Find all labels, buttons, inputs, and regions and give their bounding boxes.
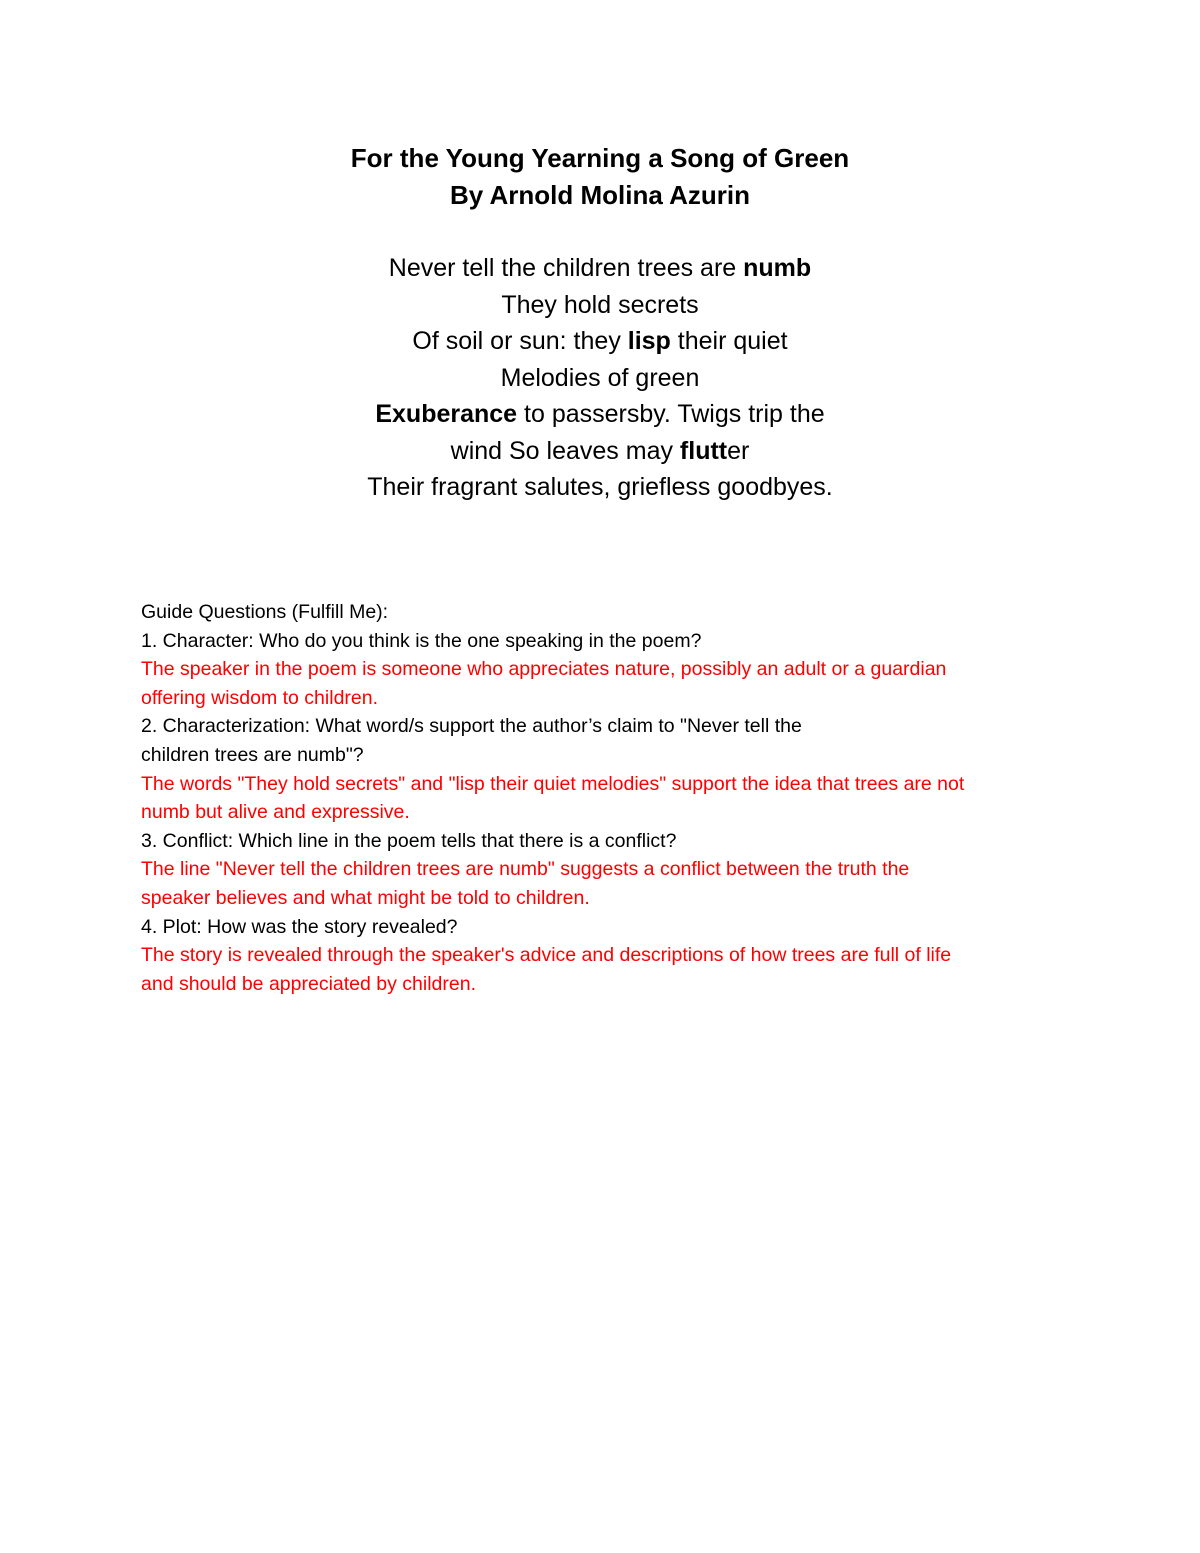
answer-4-cont: and should be appreciated by children. [141,972,476,995]
question-4: 4. Plot: How was the story revealed? [141,915,458,938]
question-2: 2. Characterization: What word/s support the author’s claim to "Never tell the [141,715,802,738]
poem-author: By Arnold Molina Azurin [450,180,750,210]
poem-text: Of soil or sun: they [412,327,628,355]
poem-line: They hold secrets [501,290,699,319]
poem-text: Never tell the children trees are [388,254,744,282]
poem-title: For the Young Yearning a Song of Green [350,143,850,173]
answer-3-cont: speaker believes and what might be told to children. [141,886,590,909]
guide-heading: Guide Questions (Fulfill Me): [141,601,389,623]
poem-body [0,250,1200,506]
answer-2: The words "They hold secrets" and "lisp their quiet melodies" support the idea that trees are not [141,772,965,795]
answer-2-cont: numb but alive and expressive. [141,801,410,824]
poem-line [0,323,1200,360]
answer-1-cont: offering wisdom to children. [141,686,379,709]
poem-line [0,433,1200,470]
poem-emphasis: flutt [679,436,728,465]
poem-text: their quiet [670,327,788,355]
poem-line: Melodies of green [500,363,700,392]
poem-text: to passersby. Twigs trip the [517,400,825,428]
poem-text: wind So leaves may [450,436,680,465]
poem-line [0,250,1200,287]
poem-emphasis: lisp [627,327,671,355]
answer-4: The story is revealed through the speaker's advice and descriptions of how trees are full of life [141,944,952,967]
poem-emphasis: numb [743,254,812,282]
guide-questions [141,598,1071,998]
answer-1: The speaker in the poem is someone who appreciates nature, possibly an adult or a guardian [141,658,947,681]
poem-line [0,396,1200,433]
answer-3: The line "Never tell the children trees are numb" suggests a conflict between the truth the [141,858,910,881]
poem-text: er [727,436,750,465]
question-1: 1. Character: Who do you think is the one speaking in the poem? [141,629,702,652]
poem-line: Their fragrant salutes, griefless goodbyes. [367,473,833,501]
question-3: 3. Conflict: Which line in the poem tells that there is a conflict? [141,829,677,852]
poem-emphasis: Exuberance [375,400,518,428]
question-2-cont: children trees are numb"? [141,743,364,766]
